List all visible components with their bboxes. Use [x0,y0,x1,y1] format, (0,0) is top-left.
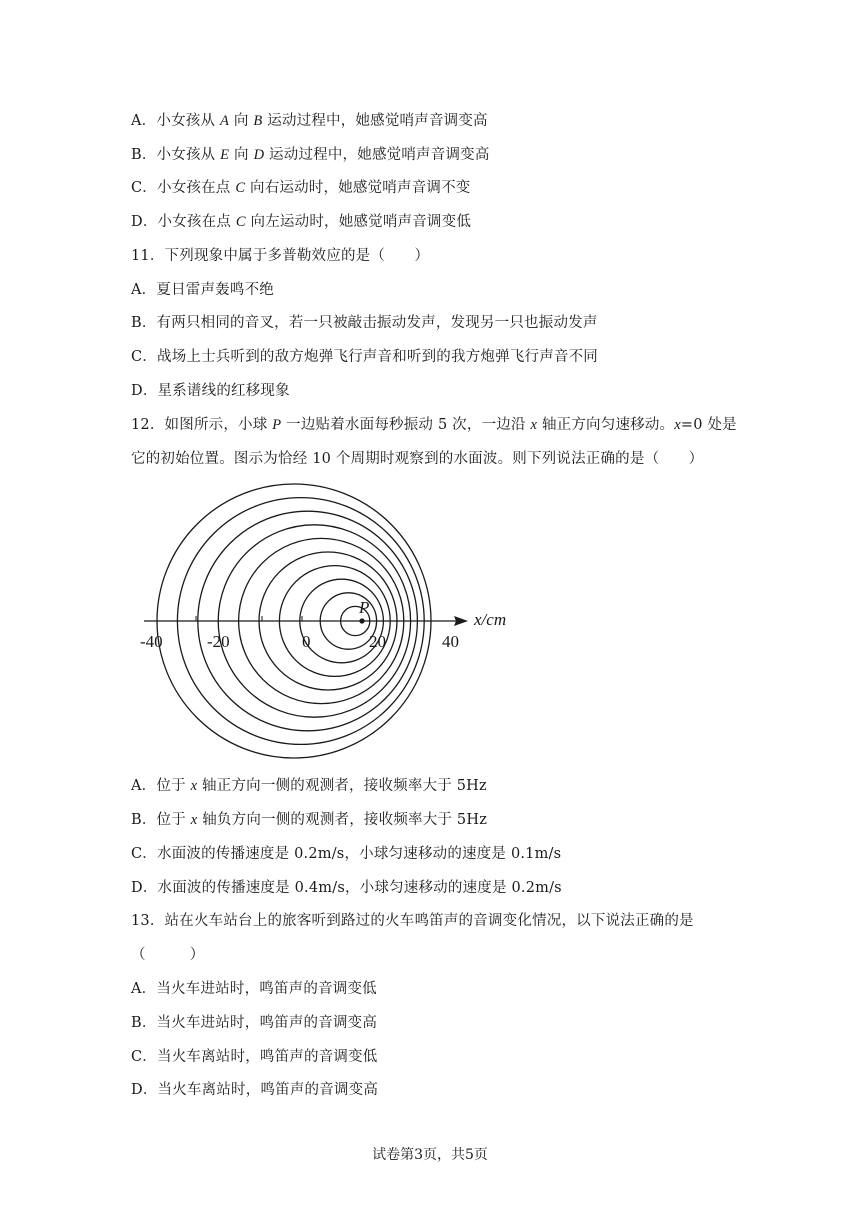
q12-stem-line2: 它的初始位置。图示为恰经 10 个周期时观察到的水面波。则下列说法正确的是（ ） [131,451,704,467]
tick-label: -20 [207,632,230,651]
tick-label: 0 [302,632,311,651]
axis-label: x/cm [474,610,507,629]
q13-stem: 13．站在火车站台上的旅客听到路过的火车鸣笛声的音调变化情况，以下说法正确的是 [131,913,694,929]
q11-option-a: A．夏日雷声轰鸣不绝 [131,282,274,298]
tick-label: 20 [369,632,386,651]
wave-figure [140,472,520,772]
ball-p-dot [359,618,364,623]
q12-option-c: C．水面波的传播速度是 0.2m/s，小球匀速移动的速度是 0.1m/s [131,846,562,862]
q10-option-b: B．小女孩从 E 向 D 运动过程中，她感觉哨声音调变高 [131,147,490,163]
point-p-label: P [359,598,370,617]
q10-option-c: C．小女孩在点 C 向右运动时，她感觉哨声音调不变 [131,180,471,196]
q10-option-d: D．小女孩在点 C 向左运动时，她感觉哨声音调变低 [131,214,472,230]
q11-option-c: C．战场上士兵听到的敌方炮弹飞行声音和听到的我方炮弹飞行声音不同 [131,349,598,365]
page-footer: 试卷第3页，共5页 [372,1147,488,1163]
q10-option-a: A．小女孩从 A 向 B 运动过程中，她感觉哨声音调变高 [131,113,488,129]
q13-option-a: A．当火车进站时，鸣笛声的音调变低 [131,981,377,997]
q13-option-b: B．当火车进站时，鸣笛声的音调变高 [131,1015,378,1031]
q13-paren: （ ） [131,947,205,963]
q12-stem-line1: 12．如图所示，小球 P 一边贴着水面每秒振动 5 次，一边沿 x 轴正方向匀速移动。x=0 处是 [131,417,737,433]
q13-option-d: D．当火车离站时，鸣笛声的音调变高 [131,1082,379,1098]
x-axis-arrow [454,616,468,626]
tick-label: 40 [442,632,459,651]
q13-option-c: C．当火车离站时，鸣笛声的音调变低 [131,1049,378,1065]
q12-option-a: A．位于 x 轴正方向一侧的观测者，接收频率大于 5Hz [131,778,487,794]
q11-stem: 11．下列现象中属于多普勒效应的是（ ） [131,248,430,264]
q11-option-b: B．有两只相同的音叉，若一只被敲击振动发声，发现另一只也振动发声 [131,315,598,331]
q12-option-d: D．水面波的传播速度是 0.4m/s，小球匀速移动的速度是 0.2m/s [131,880,562,896]
tick-label: -40 [140,632,163,651]
q11-option-d: D．星系谱线的红移现象 [131,383,290,399]
q12-option-b: B．位于 x 轴负方向一侧的观测者，接收频率大于 5Hz [131,812,488,828]
